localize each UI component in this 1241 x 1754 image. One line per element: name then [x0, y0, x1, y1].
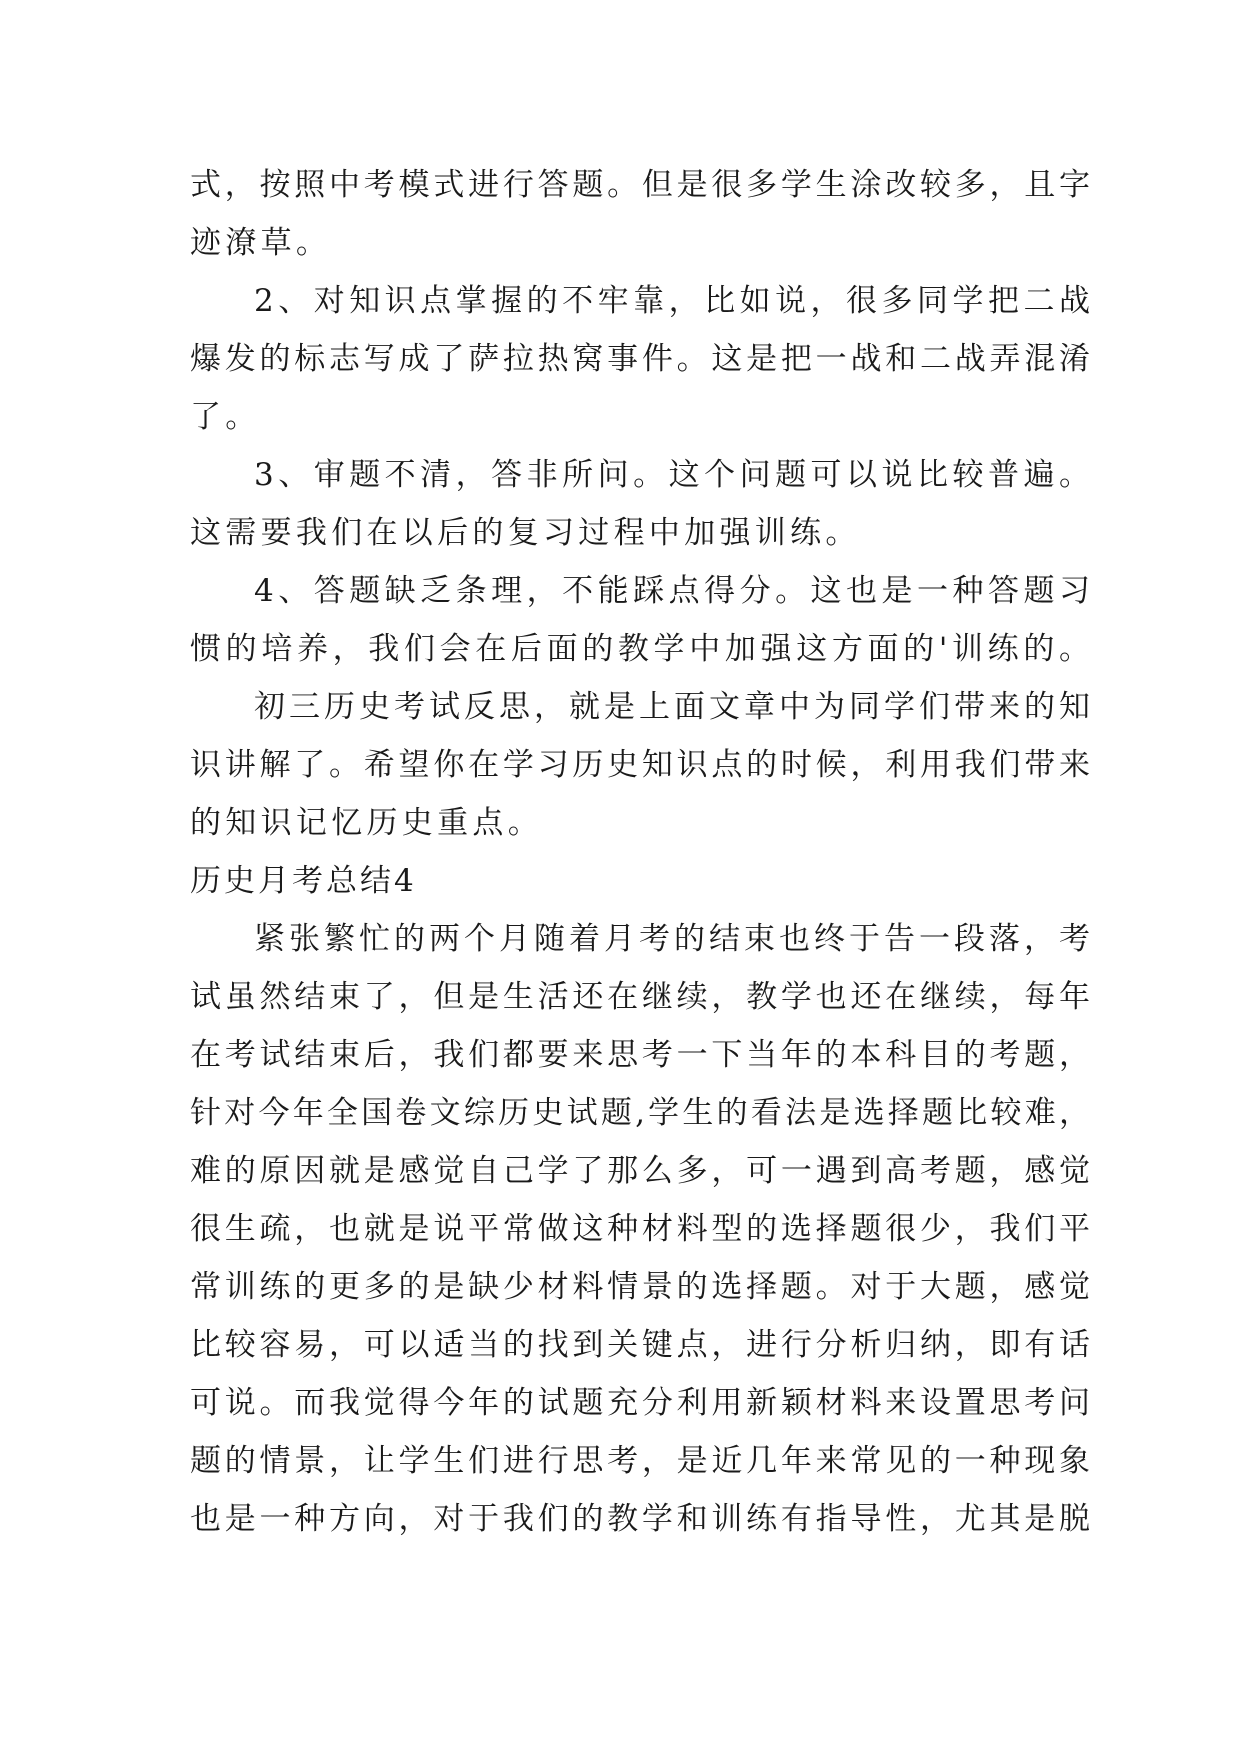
text-line: 可说。而我觉得今年的试题充分利用新颖材料来设置思考问	[190, 1385, 1090, 1421]
text-line: 紧张繁忙的两个月随着月考的结束也终于告一段落，考	[254, 921, 1090, 957]
text-line: 难的原因就是感觉自己学了那么多，可一遇到高考题，感觉	[190, 1153, 1090, 1189]
text-line: 这需要我们在以后的复习过程中加强训练。	[190, 515, 861, 551]
text-line: 了。	[190, 399, 261, 435]
text-line: 迹潦草。	[190, 225, 332, 261]
text-line: 惯的培养，我们会在后面的教学中加强这方面的'训练的。	[190, 631, 1090, 667]
text-line: 比较容易，可以适当的找到关键点，进行分析归纳，即有话	[190, 1327, 1090, 1363]
text-line: 的知识记忆历史重点。	[190, 805, 543, 841]
section-heading: 历史月考总结4	[190, 863, 417, 899]
text-line: 也是一种方向，对于我们的教学和训练有指导性，尤其是脱	[190, 1501, 1090, 1537]
text-line: 试虽然结束了，但是生活还在继续，教学也还在继续，每年	[190, 979, 1090, 1015]
text-line: 识讲解了。希望你在学习历史知识点的时候，利用我们带来	[190, 747, 1090, 783]
text-line: 初三历史考试反思，就是上面文章中为同学们带来的知	[254, 689, 1090, 725]
text-line: 针对今年全国卷文综历史试题,学生的看法是选择题比较难，	[190, 1095, 1090, 1131]
text-line: 很生疏，也就是说平常做这种材料型的选择题很少，我们平	[190, 1211, 1090, 1247]
text-line: 常训练的更多的是缺少材料情景的选择题。对于大题，感觉	[190, 1269, 1090, 1305]
text-line: 题的情景，让学生们进行思考，是近几年来常见的一种现象	[190, 1443, 1090, 1479]
text-line: 在考试结束后，我们都要来思考一下当年的本科目的考题，	[190, 1037, 1090, 1073]
text-line: 式，按照中考模式进行答题。但是很多学生涂改较多，且字	[190, 167, 1090, 203]
text-line: 2、对知识点掌握的不牢靠，比如说，很多同学把二战	[254, 283, 1090, 319]
text-line: 3、审题不清，答非所问。这个问题可以说比较普遍。	[254, 457, 1090, 493]
text-line: 4、答题缺乏条理，不能踩点得分。这也是一种答题习	[254, 573, 1090, 609]
text-line: 爆发的标志写成了萨拉热窝事件。这是把一战和二战弄混淆	[190, 341, 1090, 377]
